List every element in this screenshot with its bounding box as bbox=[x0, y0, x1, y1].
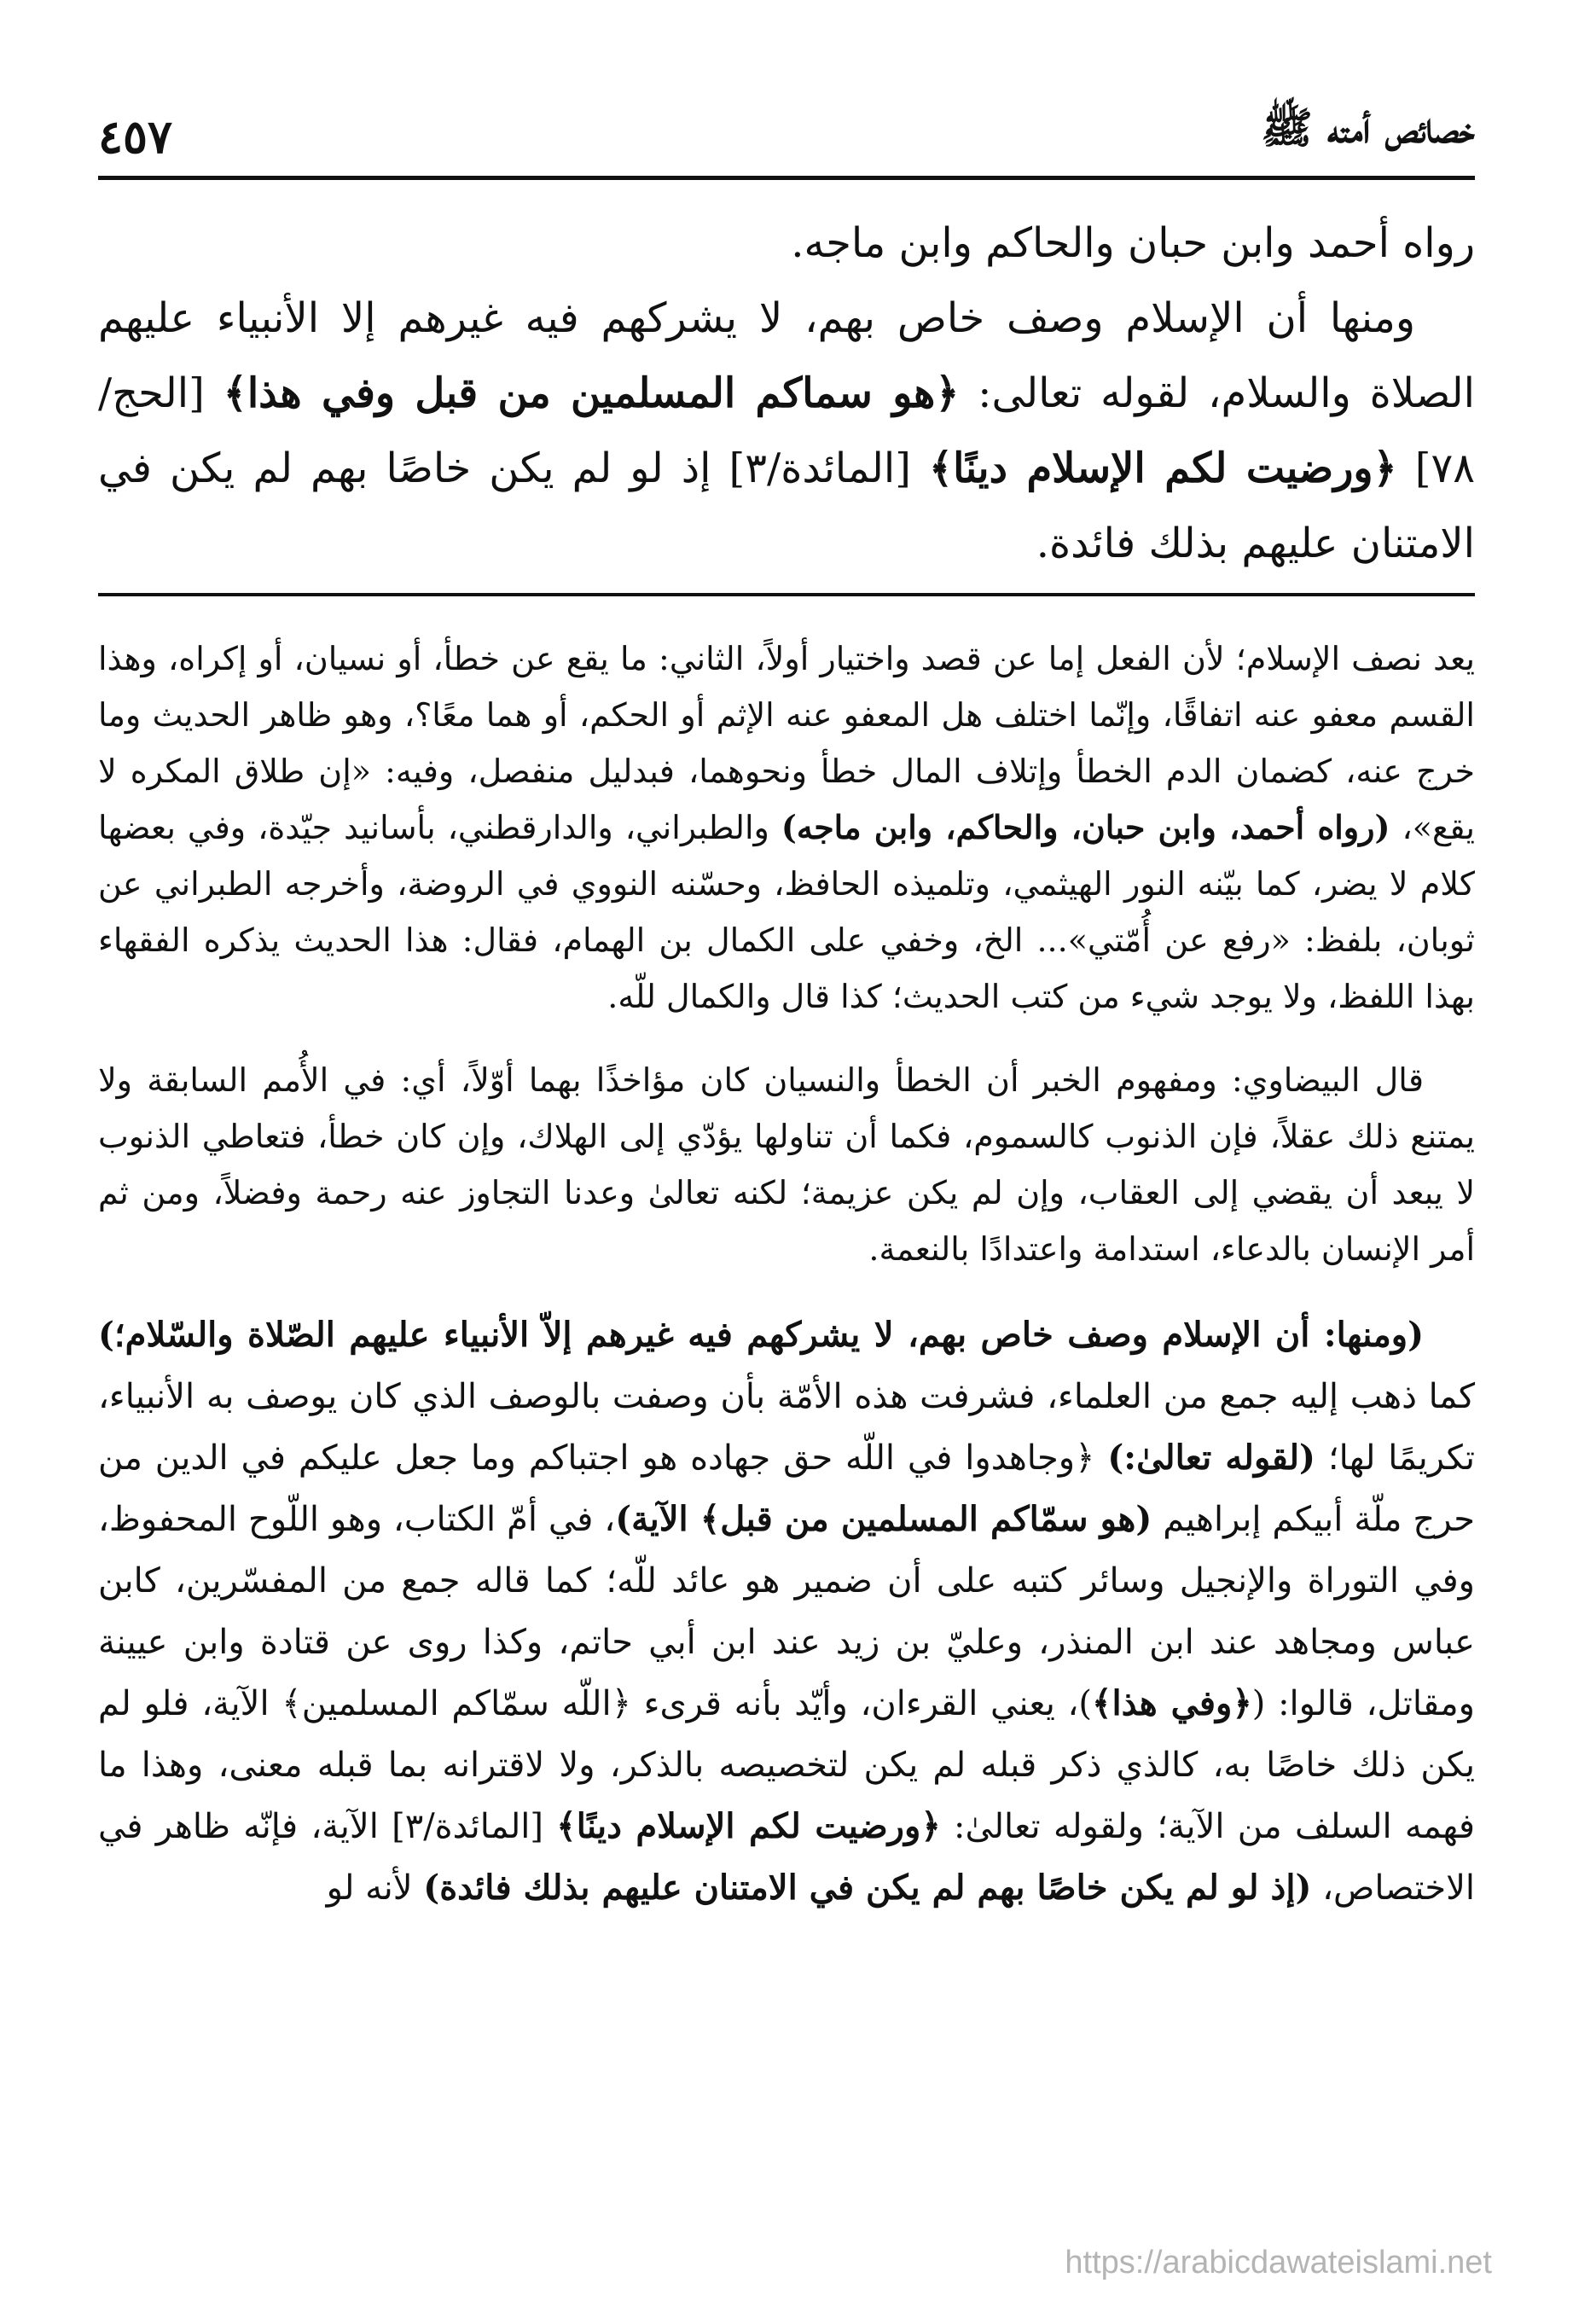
main-text-segment: [المائدة/٣] إذ لو لم يكن خاصًا بهم لم يكن في الامتنان عليهم بذلك فائدة. bbox=[98, 444, 1475, 567]
running-header bbox=[98, 85, 1475, 164]
quran-quote: ﴿ورضيت لكم الإسلام دينًا﴾ bbox=[929, 444, 1397, 492]
commentary-text bbox=[98, 630, 1475, 1919]
quoted-main-text: (هو سمّاكم المسلمين من قبل﴾ الآية) bbox=[615, 1499, 1152, 1539]
quran-quote: ﴿وفي هذا﴾ bbox=[1092, 1683, 1252, 1723]
commentary-segment: والطبراني، والدارقطني، بأسانيد جيّدة، وفي بعضها كلام لا يضر، كما بيّنه النور الهيثمي، وتلميذه الحافظ، وحسّنه النووي في الروضة، وأخرجه الطبراني عن ثوبان، بلفظ: «رفع عن أُمّتي»... الخ، وخفي على الكمال بن الهمام، فقال: هذا الحديث يذكره الفقهاء بهذا اللفظ، ولا يوجد شيء من كتب الحديث؛ كذا قال والكمال للّه. bbox=[98, 809, 1475, 1015]
commentary-segment: )، يعني القرءان، وأيّد بأنه قرىء ﴿اللّه سمّاكم المسلمين﴾ الآية، فلو لم يكن ذلك خاصًا به، كالذي ذكر قبله لم يكن لتخصيصه بالذكر، ولا لاقترانه بما قبله معنى، وهذا ما فهمه السلف من الآية؛ ولقوله تعالىٰ: bbox=[98, 1684, 1475, 1846]
commentary-segment: لأنه لو bbox=[326, 1868, 424, 1908]
commentary-segment: ﴿وجاهدوا في اللّه حق جهاده هو اجتباكم وما جعل عليكم في الدين من حرج ملّة أبيكم إبراهيم bbox=[98, 1438, 1476, 1539]
commentary-segment: كما ذهب إليه جمع من العلماء، فشرفت هذه الأمّة بأن وصفت بالوصف الذي كان يوصف به الأنبياء، تكريمًا لها؛ bbox=[98, 1377, 1476, 1478]
main-text-segment: [الحج/ ٧٨] bbox=[98, 369, 1475, 492]
commentary-paragraph-3 bbox=[98, 1304, 1475, 1919]
main-paragraph-1: رواه أحمد وابن حبان والحاكم وابن ماجه. bbox=[791, 219, 1475, 267]
quoted-main-text: (إذ لو لم يكن خاصًا بهم لم يكن في الامتنان عليهم بذلك فائدة) bbox=[423, 1868, 1312, 1908]
section-divider bbox=[98, 593, 1475, 596]
quran-quote: ﴿هو سماكم المسلمين من قبل وفي هذا﴾ bbox=[223, 369, 960, 417]
quran-quote: ﴿ورضيت لكم الإسلام دينًا﴾ bbox=[556, 1806, 941, 1846]
page-number: ٤٥٧ bbox=[98, 109, 173, 164]
commentary-segment: يعد نصف الإسلام؛ لأن الفعل إما عن قصد واختيار أولاً، الثاني: ما يقع عن خطأ، أو نسيان، أو إكراه، وهذا القسم معفو عنه اتفاقًا، وإنّما اختلف هل المعفو عنه الإثم أو الحكم، أو هما معًا؟، وهو ظاهر الحديث وما خرج عنه، كضمان الدم الخطأ وإتلاف المال خطأ ونحوهما، فبدليل منفصل، وفيه: «إن طلاق المكره لا يقع»، bbox=[98, 640, 1476, 846]
watermark-url: https://arabicdawateislami.net bbox=[1065, 2245, 1492, 2280]
commentary-segment: [المائدة/٣] الآية، فإنّه ظاهر في الاختصاص، bbox=[98, 1807, 1475, 1908]
chapter-title: خصائص أمته ﷺ bbox=[1261, 102, 1475, 153]
commentary-segment: ، في أمّ الكتاب، وهو اللّوح المحفوظ، وفي التوراة والإنجيل وسائر كتبه على أن ضمير هو عائد للّه؛ كما قاله جمع من المفسّرين، كابن عباس ومجاهد عند ابن المنذر، وعليّ بن زيد عند ابن أبي حاتم، وكذا روى عن قتادة وابن عيينة ومقاتل، قالوا: ( bbox=[98, 1500, 1475, 1723]
quoted-main-text: (رواه أحمد، وابن حبان، والحاكم، وابن ماجه) bbox=[781, 808, 1390, 846]
quoted-main-text: (ومنها: أن الإسلام وصف خاص بهم، لا يشركهم فيه غيرهم إلاّ الأنبياء عليهم الصّلاة والسّلام؛) bbox=[98, 1315, 1424, 1355]
commentary-paragraph-2: قال البيضاوي: ومفهوم الخبر أن الخطأ والنسيان كان مؤاخذًا بهما أوّلاً، أي: في الأُمم السابقة ولا يمتنع ذلك عقلاً، فإن الذنوب كالسموم، فكما أن تناولها يؤدّي إلى الهلاك، وإن كان خطأ، فتعاطي الذنوب لا يبعد أن يقضي إلى العقاب، وإن لم يكن عزيمة؛ لكنه تعالىٰ وعدنا التجاوز عنه رحمة وفضلاً، ومن ثم أمر الإنسان بالدعاء، استدامة واعتدادًا بالنعمة. bbox=[98, 1061, 1475, 1268]
quoted-main-text: (لقوله تعالىٰ:) bbox=[1107, 1438, 1315, 1478]
main-text bbox=[98, 206, 1475, 581]
main-text-segment: ومنها أن الإسلام وصف خاص بهم، لا يشركهم فيه غيرهم إلا الأنبياء عليهم الصلاة والسلام، لقوله تعالى: bbox=[98, 294, 1476, 417]
commentary-paragraph-1 bbox=[98, 630, 1475, 1025]
header-rule bbox=[98, 176, 1475, 180]
main-paragraph-2 bbox=[98, 281, 1475, 581]
